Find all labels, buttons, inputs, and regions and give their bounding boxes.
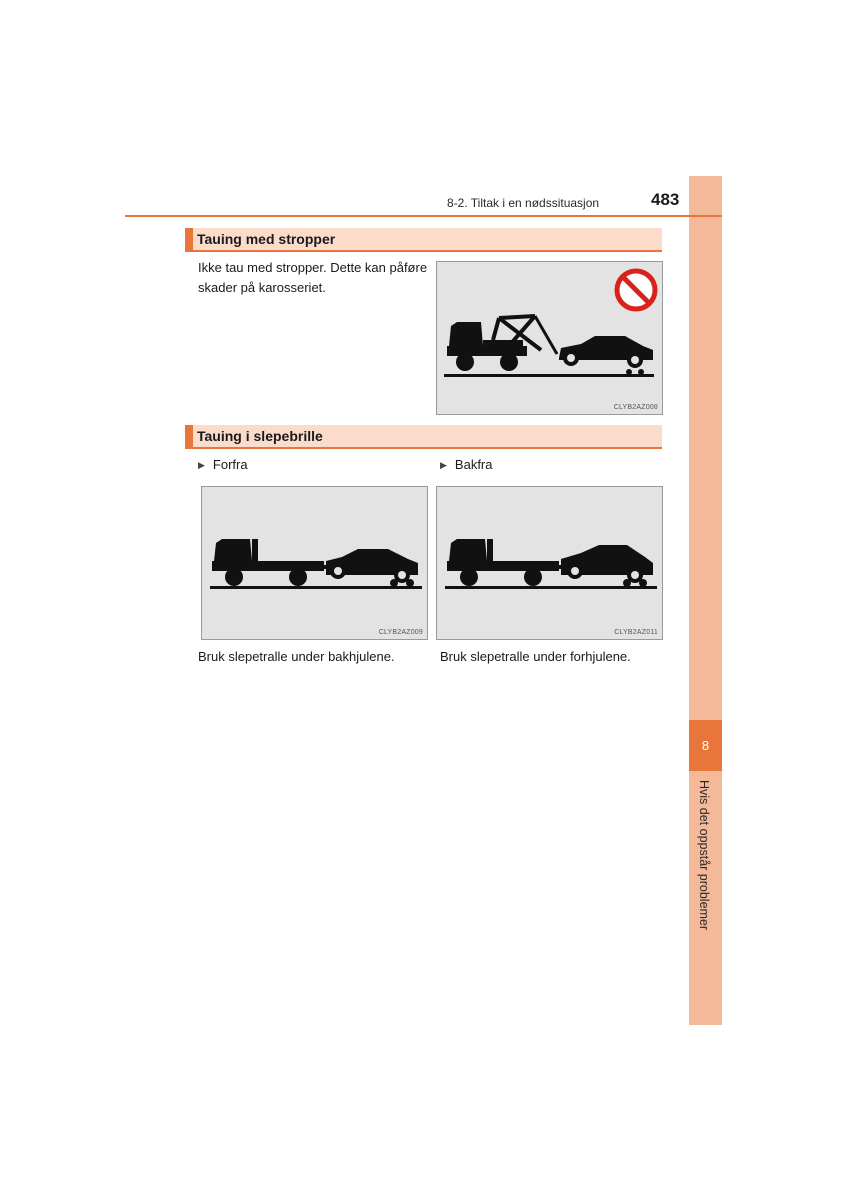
heading-text: Tauing i slepebrille — [197, 428, 323, 444]
heading-text: Tauing med stropper — [197, 231, 336, 247]
prohibited-icon — [617, 271, 655, 309]
car-icon — [559, 336, 653, 375]
bullet-triangle-icon: ▶ — [440, 460, 447, 470]
bullet-front-label: Forfra — [212, 457, 248, 472]
bullet-front — [198, 457, 248, 472]
figure-dolly-rear — [436, 486, 663, 640]
figure-straps-prohibited — [436, 261, 663, 415]
heading-accent — [185, 228, 193, 250]
page-number: 483 — [651, 190, 680, 209]
figure-code: CLYB2AZ008 — [613, 404, 658, 411]
heading-towing-dolly — [185, 425, 662, 449]
straps-body-line-1: Ikke tau med stropper. Dette kan påføre — [198, 260, 428, 275]
straps-body-line-2: skader på karosseriet. — [198, 280, 326, 295]
tow-truck-icon — [447, 316, 557, 371]
bullet-rear — [440, 457, 493, 472]
bullet-rear-label: Bakfra — [454, 457, 493, 472]
car-icon — [561, 545, 653, 587]
chapter-label: Hvis det oppstår problemer — [697, 780, 711, 931]
caption-rear: Bruk slepetralle under forhjulene. — [440, 649, 631, 664]
section-title: 8-2. Tiltak i en nødssituasjon — [447, 196, 600, 210]
car-icon — [326, 549, 418, 587]
header-rule — [125, 215, 722, 217]
tow-truck-dolly-rear-wheels-illustration — [202, 487, 427, 639]
heading-towing-straps — [185, 228, 662, 252]
heading-accent — [185, 425, 193, 447]
figure-code: CLYB2AZ011 — [614, 629, 658, 636]
tow-truck-dolly-front-wheels-illustration — [437, 487, 662, 639]
caption-front: Bruk slepetralle under bakhjulene. — [198, 649, 395, 664]
tow-truck-icon — [212, 539, 342, 586]
straps-body-text — [198, 258, 427, 298]
chapter-number-badge: 8 — [689, 720, 722, 771]
tow-truck-icon — [447, 539, 577, 586]
figure-dolly-front — [201, 486, 428, 640]
figure-code: CLYB2AZ009 — [378, 629, 423, 636]
bullet-triangle-icon: ▶ — [198, 460, 205, 470]
tow-truck-straps-illustration — [437, 262, 662, 414]
